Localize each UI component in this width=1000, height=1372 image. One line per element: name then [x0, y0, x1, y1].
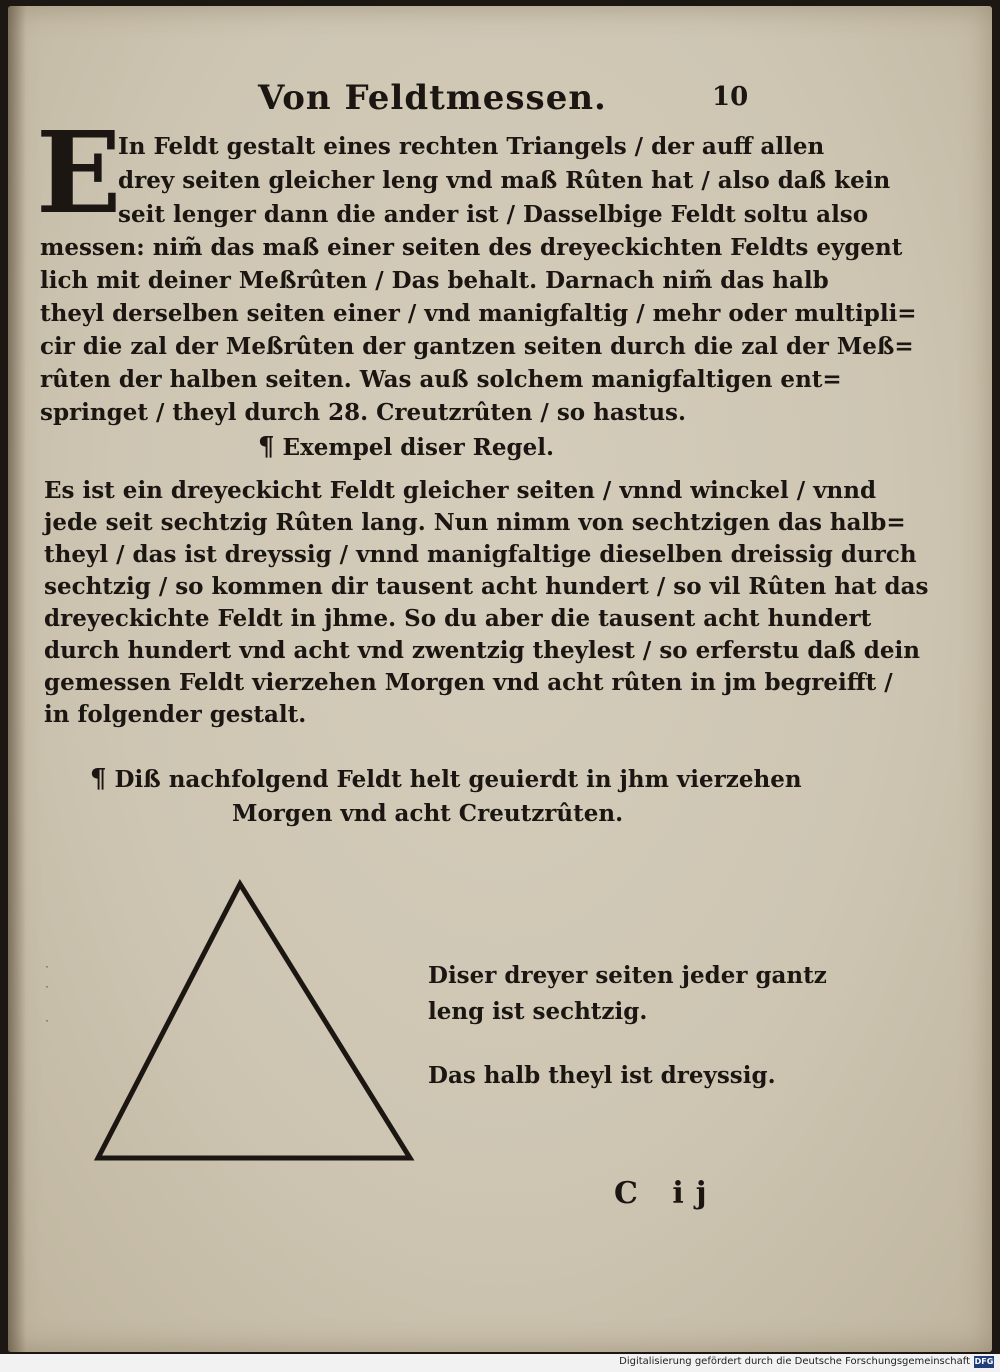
text-line: in folgender gestalt.	[44, 701, 307, 728]
text-line: durch hundert vnd acht vnd zwentzig theylest / so erferstu daß dein	[44, 637, 920, 664]
figure-caption-line: Morgen vnd acht Creutzrûten.	[232, 800, 624, 827]
running-head: Von Feldtmessen.	[258, 78, 607, 118]
margin-mark: ·	[44, 1016, 51, 1027]
margin-mark: ·	[44, 962, 51, 973]
side-note-line: Diser dreyer seiten jeder gantz	[428, 962, 827, 989]
text-line: dreyeckichte Feldt in jhme. So du aber die tausent acht hundert	[44, 605, 872, 632]
figure-caption-line: ¶ Diß nachfolgend Feldt helt geuierdt in jhm vierzehen	[90, 764, 802, 794]
page-number: 10	[712, 82, 749, 112]
text-line: cir die zal der Meßrûten der gantzen seiten durch die zal der Meß=	[40, 333, 914, 360]
signature-mark: C ij	[614, 1176, 719, 1211]
text-line: lich mit deiner Meßrûten / Das behalt. Darnach nim̃ das halb	[40, 267, 829, 294]
pilcrow-icon: ¶	[90, 764, 107, 794]
text-line: springet / theyl durch 28. Creutzrûten / so hastus.	[40, 399, 686, 426]
text-line: messen: nim̃ das maß einer seiten des dreyeckichten Feldts eygent	[40, 234, 903, 261]
example-heading: ¶ Exempel diser Regel.	[258, 432, 554, 462]
half-note: Das halb theyl ist dreyssig.	[428, 1062, 776, 1089]
text-line: theyl / das ist dreyssig / vnnd manigfaltige dieselben dreissig durch	[44, 541, 917, 568]
text-line: theyl derselben seiten einer / vnd manigfaltig / mehr oder multipli=	[40, 300, 917, 327]
text-line: sechtzig / so kommen dir tausent acht hundert / so vil Rûten hat das	[44, 573, 929, 600]
triangle-outline	[98, 884, 410, 1158]
equilateral-triangle-figure	[90, 878, 420, 1168]
side-note-line: leng ist sechtzig.	[428, 998, 648, 1025]
footer-credit: Digitalisierung gefördert durch die Deutsche Forschungsgemeinschaft	[619, 1356, 970, 1367]
pilcrow-icon: ¶	[258, 432, 275, 462]
margin-mark: ·	[44, 982, 51, 993]
text-line: jede seit sechtzig Rûten lang. Nun nimm von sechtzigen das halb=	[44, 509, 906, 536]
text-line: seit lenger dann die ander ist / Dasselbige Feldt soltu also	[118, 201, 869, 228]
text-line: In Feldt gestalt eines rechten Triangels / der auff allen	[118, 133, 825, 160]
text-line: rûten der halben seiten. Was auß solchem manigfaltigen ent=	[40, 366, 842, 393]
text-line: Es ist ein dreyeckicht Feldt gleicher seiten / vnnd winckel / vnnd	[44, 477, 877, 504]
drop-cap: E	[36, 108, 122, 239]
dfg-logo: DFG	[974, 1357, 994, 1366]
text-line: drey seiten gleicher leng vnd maß Rûten hat / also daß kein	[118, 167, 891, 194]
text-line: gemessen Feldt vierzehen Morgen vnd acht rûten in jm begreifft /	[44, 669, 893, 696]
page-spine-shadow	[8, 6, 26, 1352]
